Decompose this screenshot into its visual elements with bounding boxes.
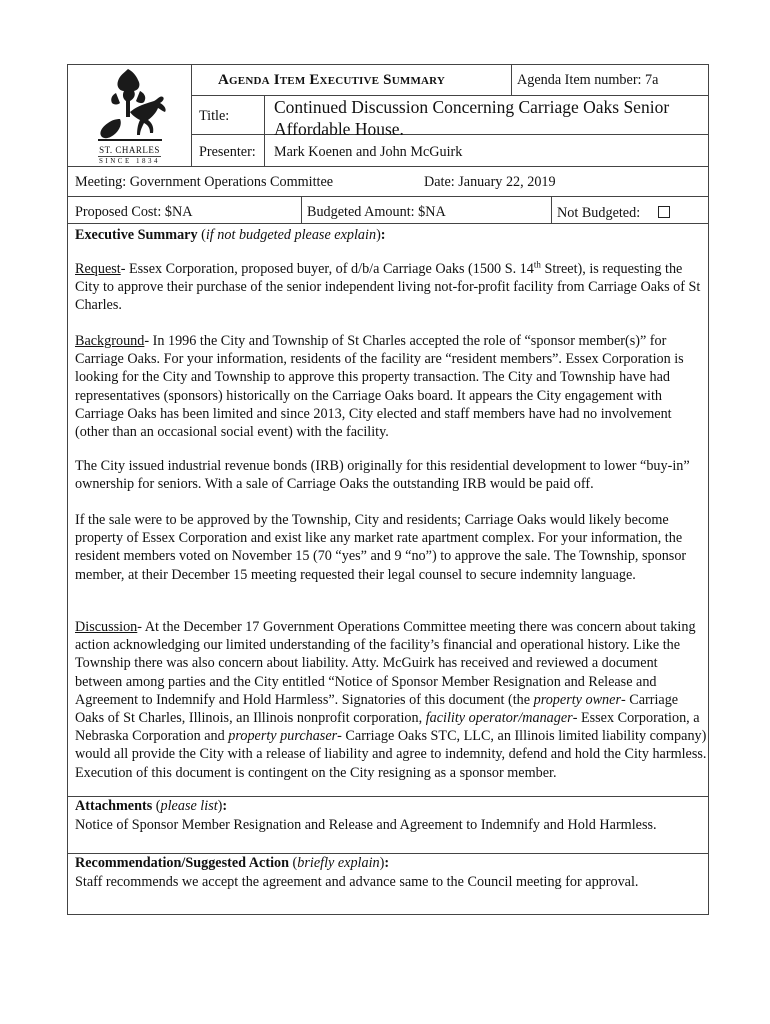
proposed-cost: Proposed Cost: $NA (75, 204, 193, 220)
form-heading: Agenda Item Executive Summary (218, 72, 446, 88)
recommendation-text: Staff recommends we accept the agreement and advance same to the Council meeting for approval. (75, 874, 639, 890)
discussion-paragraph: Discussion- At the December 17 Government Operations Committee meeting there was concern about taking action acknowledging our limited understanding of the facility’s financial and operational history. Like the Township there was also concern about liability. Atty. McGuirk has received and reviewed a document between among parties and the City entitled “Notice of Sponsor Member Resignation and Release and Agreement to Indemnify and Hold Harmless”. Signatories of this document (the property owner- Carriage Oaks of St Charles, Illinois, an Illinois nonprofit corporation, facility operator/manager- Essex Corporation, a Nebraska Corporation and property purchaser- Carriage Oaks STC, LLC, an Illinois limited liability company) would all provide the City with a release of liability and agree to indemnity, defend and hold the City harmless. Execution of this document is contingent on the City resigning as a sponsor member. (75, 619, 707, 781)
not-budgeted-checkbox[interactable] (658, 206, 670, 218)
budgeted-amount: Budgeted Amount: $NA (307, 204, 446, 220)
request-label: Request (75, 261, 121, 277)
st-charles-logo (68, 65, 191, 166)
logo-name: ST. CHARLES (99, 145, 160, 155)
attachments-text: Notice of Sponsor Member Resignation and Release and Agreement to Indemnify and Hold Harmless. (75, 817, 657, 833)
background-paragraph: Background- In 1996 the City and Township of St Charles accepted the role of “sponsor member(s)” for Carriage Oaks. For your information, residents of the facility are “resident members”. Essex Corporation is looking for the City and Township to approve this property transaction. The City and Township have had representatives (sponsors) historically on the Carriage Oaks board. It appears the City engagement with Carriage Oaks has been limited and since 2013, City elected and staff members have had no involvement (other than an occasional social event) with the facility. (75, 333, 684, 441)
request-paragraph: Request- Essex Corporation, proposed buyer, of d/b/a Carriage Oaks (1500 S. 14th Street), is requesting the City to approve their purchase of the senior independent living not-for-profit facility from Carriage Oaks of St Charles. (75, 259, 701, 314)
presenter-label: Presenter: (199, 144, 256, 160)
executive-summary-form (67, 64, 709, 915)
executive-summary-note: if not budgeted please explain (205, 227, 377, 243)
logo-since: SINCE 1834 (99, 157, 160, 165)
presenter-value: Mark Koenen and John McGuirk (274, 144, 463, 160)
meeting-date: Date: January 22, 2019 (424, 174, 556, 190)
meeting-name: Meeting: Government Operations Committee (75, 174, 334, 190)
background-label: Background (75, 333, 145, 349)
title-value-line2: Affordable House. (274, 119, 404, 139)
agenda-item-number: Agenda Item number: 7a (517, 72, 659, 88)
not-budgeted (557, 204, 670, 222)
title-value-line1: Continued Discussion Concerning Carriage Oaks Senior (274, 97, 670, 117)
not-budgeted-label: Not Budgeted: (557, 205, 641, 221)
irb-paragraph: The City issued industrial revenue bonds (IRB) originally for this residential development to lower “buy-in” ownership for seniors. With a sale of Carriage Oaks the outstanding IRB would be paid off. (75, 458, 690, 493)
executive-summary-heading: Executive Summary (if not budgeted please explain): (75, 227, 386, 243)
title-label: Title: (199, 108, 230, 124)
fox-tree-icon (68, 65, 191, 143)
sale-paragraph: If the sale were to be approved by the Township, City and residents; Carriage Oaks would likely become property of Essex Corporation and exist like any market rate apartment complex. For your information, the resident members voted on November 15 (70 “yes” and 9 “no”) to approve the sale. The Township, sponsor member, at their December 15 meeting requested their legal counsel to secure indemnity language. (75, 512, 687, 583)
discussion-label: Discussion (75, 619, 138, 635)
recommendation-heading: Recommendation/Suggested Action (briefly explain): (75, 855, 390, 871)
attachments-heading: Attachments (please list): (75, 798, 228, 814)
